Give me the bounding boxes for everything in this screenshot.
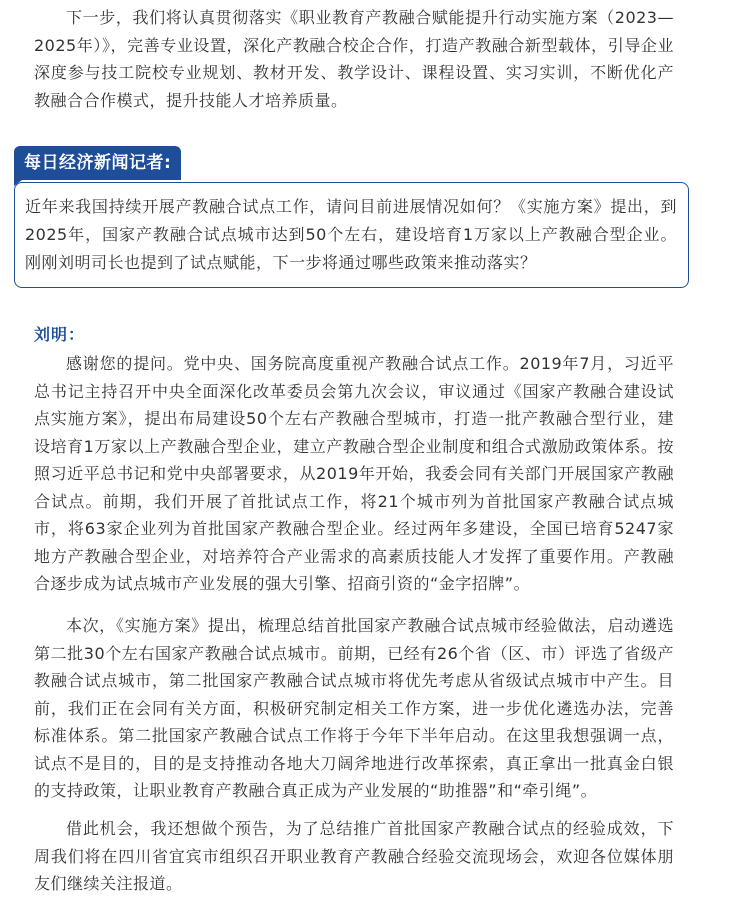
reporter-label-tag: 每日经济新闻记者: xyxy=(14,146,181,180)
intro-paragraph: 下一步，我们将认真贯彻落实《职业教育产教融合赋能提升行动实施方案（2023—2025年）》，完善专业设置，深化产教融合校企合作，打造产教融合新型载体，引导企业深度参与技工院校专业规划、教材开发、教学设计、课程设置、实习实训，不断优化产教融合合作模式，提升技能人才培养质量。 xyxy=(34,8,674,110)
answer-paragraph: 本次，《实施方案》提出，梳理总结首批国家产教融合试点城市经验做法，启动遴选第二批30个左右国家产教融合试点城市。前期，已经有26个省（区、市）评选了省级产教融合试点城市，第二批国家产教融合试点城市将优先考虑从省级试点城市中产生。目前，我们正在会同有关方面，积极研究制定相关工作方案，进一步优化遴选办法，完善标准体系。第二批国家产教融合试点工作将于今年下半年启动。在这里我想强调一点，试点不是目的，目的是支持推动各地大刀阔斧地进行改革探索，真正拿出一批真金白银的支持政策，让职业教育产教融合真正成为产业发展的“助推器”和“牵引绳”。 xyxy=(34,616,674,800)
question-box xyxy=(14,182,689,288)
question-text: 近年来我国持续开展产教融合试点工作，请问目前进展情况如何？《实施方案》提出，到2025年，国家产教融合试点城市达到50个左右，建设培育1万家以上产教融合型企业。刚刚刘明司长也提到了试点赋能，下一步将通过哪些政策来推动落实？ xyxy=(25,197,677,272)
answer-paragraph: 感谢您的提问。党中央、国务院高度重视产教融合试点工作。2019年7月，习近平总书记主持召开中央全面深化改革委员会第九次会议，审议通过《国家产教融合建设试点实施方案》，提出布局建设50个左右产教融合型城市，打造一批产教融合型行业，建设培育1万家以上产教融合型企业，建立产教融合型企业制度和组合式激励政策体系。按照习近平总书记和党中央部署要求，从2019年开始，我委会同有关部门开展国家产教融合试点。前期，我们开展了首批试点工作，将21个城市列为首批国家产教融合试点城市，将63家企业列为首批国家产教融合型企业。经过两年多建设，全国已培育5247家地方产教融合型企业，对培养符合产业需求的高素质技能人才发挥了重要作用。产教融合逐步成为试点城市产业发展的强大引擎、招商引资的“金字招牌”。 xyxy=(34,354,674,593)
answer-paragraph: 借此机会，我还想做个预告，为了总结推广首批国家产教融合试点的经验成效，下周我们将在四川省宜宾市组织召开职业教育产教融合经验交流现场会，欢迎各位媒体朋友们继续关注报道。 xyxy=(34,819,674,893)
speaker-label: 刘明： xyxy=(34,325,86,344)
